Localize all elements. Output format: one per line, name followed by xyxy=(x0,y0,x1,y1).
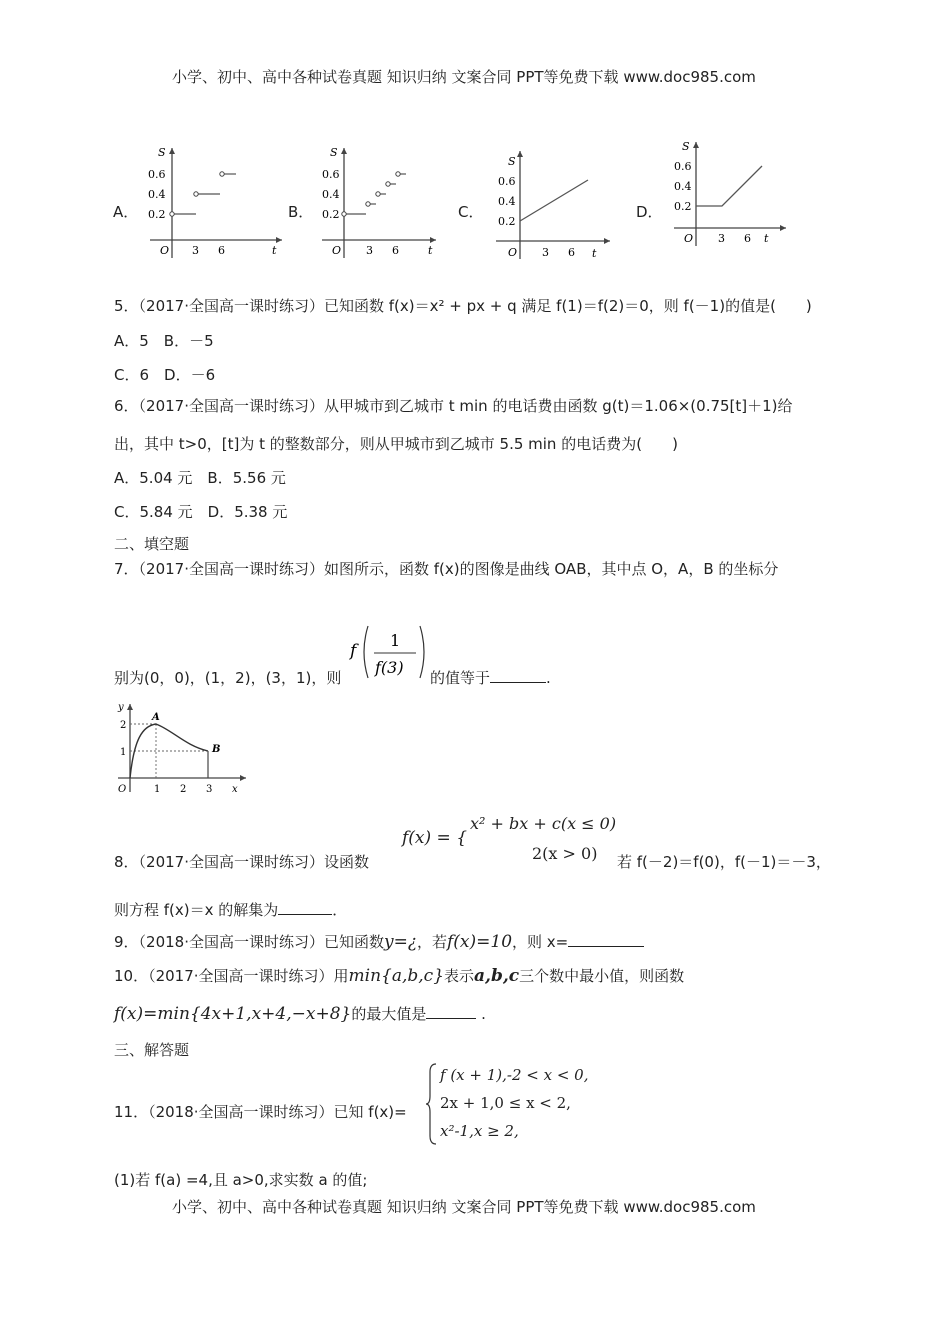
x-tick: 2 xyxy=(180,784,187,795)
x-tick: 3 xyxy=(206,784,213,795)
y-tick: 0.4 xyxy=(148,188,166,201)
origin-label: O xyxy=(508,246,518,259)
graph-option-d xyxy=(668,138,793,248)
page-header: 小学、初中、高中各种试卷真题 知识归纳 文案合同 PPT等免费下载 www.doc985.com xyxy=(172,68,756,86)
question-11-part-1: (1)若 f(a) =4,且 a>0,求实数 a 的值; xyxy=(114,1171,368,1189)
question-10-line-2: f(x)=min{4x+1,x+4,−x+8}的最大值是 . xyxy=(114,1004,486,1024)
question-8-line-2: 则方程 f(x)＝x 的解集为 ． xyxy=(114,901,348,919)
y-tick: 0.4 xyxy=(498,195,516,208)
y-tick: 0.6 xyxy=(322,168,340,181)
y-tick: 2 xyxy=(120,720,127,731)
step-point xyxy=(194,192,198,196)
question-7-line-1: 7．（2017·全国高一课时练习）如图所示，函数 f(x)的图像是曲线 OAB，其中点 O，A，B 的坐标分 xyxy=(114,560,779,578)
origin-label: O xyxy=(332,244,342,257)
y-tick: 0.6 xyxy=(674,160,692,173)
x-axis-label: t xyxy=(428,244,433,257)
q11-case-3: x²-1,x ≥ 2, xyxy=(440,1122,519,1140)
page-footer: 小学、初中、高中各种试卷真题 知识归纳 文案合同 PPT等免费下载 www.doc985.com xyxy=(172,1198,756,1216)
y-tick: 0.4 xyxy=(674,180,692,193)
brace xyxy=(424,1062,438,1146)
x-axis-label: t xyxy=(592,247,597,260)
svg-text:1: 1 xyxy=(390,631,401,650)
y-tick: 0.2 xyxy=(322,208,340,221)
y-axis-label: y xyxy=(118,702,124,713)
option-c-label: C． xyxy=(458,203,484,221)
graph-option-a xyxy=(140,140,285,260)
question-10-line-1: 10．（2017·全国高一课时练习）用min{a,b,c}表示a,b,c三个数中最小值，则函数 xyxy=(114,966,685,986)
y-axis-label: S xyxy=(508,155,516,168)
graph-option-b xyxy=(316,140,461,260)
q11-case-1: f (x + 1),-2 < x < 0, xyxy=(440,1066,589,1084)
origin-label: O xyxy=(684,232,694,245)
piecewise-line xyxy=(696,166,762,206)
question-5-options-1: A．5 B．－5 xyxy=(114,332,214,350)
graph-curve-oab xyxy=(110,700,250,796)
x-tick: 6 xyxy=(218,244,225,257)
question-8-suffix: 若 f(－2)＝f(0)，f(－1)＝－3， xyxy=(617,853,831,871)
y-axis-label: S xyxy=(330,146,338,159)
y-tick: 0.6 xyxy=(148,168,166,181)
answer-blank xyxy=(278,900,332,915)
y-tick: 0.4 xyxy=(322,188,340,201)
answer-blank xyxy=(568,932,644,947)
step-point xyxy=(170,212,174,216)
step-point xyxy=(220,172,224,176)
x-tick: 3 xyxy=(366,244,373,257)
question-5-options-2: C．6 D．－6 xyxy=(114,366,216,384)
y-tick: 0.2 xyxy=(674,200,692,213)
answer-blank xyxy=(490,668,546,683)
line-segment xyxy=(520,180,588,221)
answer-blank xyxy=(426,1004,476,1019)
formula-f-1-over-f3 xyxy=(348,618,430,684)
question-9: 9．（2018·全国高一课时练习）已知函数y=¿，若f(x)=10，则 x= xyxy=(114,932,644,952)
question-5: 5．（2017·全国高一课时练习）已知函数 f(x)＝x² + px + q 满足 f(1)＝f(2)＝0，则 f(－1)的值是( ) xyxy=(114,297,812,315)
y-tick: 0.6 xyxy=(498,175,516,188)
y-axis-arrow xyxy=(169,148,175,154)
option-a-label: A． xyxy=(113,203,139,221)
question-6-options-2: C．5.84 元 D．5.38 元 xyxy=(114,503,288,521)
graph-option-c xyxy=(490,145,615,263)
y-tick: 1 xyxy=(120,747,127,758)
y-axis-label: S xyxy=(158,146,166,159)
origin-label: O xyxy=(160,244,170,257)
origin-label: O xyxy=(118,784,127,795)
q8-case-1: x² + bx + c(x ≤ 0) xyxy=(470,814,617,833)
question-6-options-1: A．5.04 元 B．5.56 元 xyxy=(114,469,286,487)
x-tick: 3 xyxy=(718,232,725,245)
svg-text:f: f xyxy=(350,641,357,661)
question-7-line-2: 别为(0，0)，(1，2)，(3，1)，则 xyxy=(114,669,342,687)
point-b-label: B xyxy=(212,744,221,755)
x-axis-label: t xyxy=(764,232,769,245)
y-tick: 0.2 xyxy=(148,208,166,221)
q8-case-2: 2(x > 0) xyxy=(532,844,598,863)
x-tick: 6 xyxy=(744,232,751,245)
q8-fx-label: f(x) = { xyxy=(402,828,468,848)
x-axis-label: x xyxy=(232,784,238,795)
x-tick: 1 xyxy=(154,784,161,795)
point-a-label: A xyxy=(152,712,160,723)
x-axis-arrow xyxy=(276,237,282,243)
question-8-prefix: 8．（2017·全国高一课时练习）设函数 xyxy=(114,853,369,871)
y-tick: 0.2 xyxy=(498,215,516,228)
option-b-label: B． xyxy=(288,203,314,221)
svg-text:f(3): f(3) xyxy=(375,658,404,677)
section-3-heading: 三、解答题 xyxy=(114,1041,190,1059)
question-6-line-1: 6．（2017·全国高一课时练习）从甲城市到乙城市 t min 的电话费由函数 g(t)＝1.06×(0.75[t]＋1)给 xyxy=(114,397,793,415)
x-tick: 3 xyxy=(192,244,199,257)
question-6-line-2: 出，其中 t>0，[t]为 t 的整数部分，则从甲城市到乙城市 5.5 min 的电话费为( ) xyxy=(114,435,678,453)
y-axis-label: S xyxy=(682,140,690,153)
section-2-heading: 二、填空题 xyxy=(114,535,190,553)
curve-oab xyxy=(130,724,208,778)
question-11-prefix: 11．（2018·全国高一课时练习）已知 f(x)= xyxy=(114,1103,407,1121)
x-tick: 6 xyxy=(568,246,575,259)
q11-case-2: 2x + 1,0 ≤ x < 2, xyxy=(440,1094,571,1112)
x-tick: 3 xyxy=(542,246,549,259)
question-7-suffix: 的值等于 . xyxy=(430,669,551,687)
x-axis-label: t xyxy=(272,244,277,257)
option-d-label: D． xyxy=(636,203,663,221)
x-tick: 6 xyxy=(392,244,399,257)
